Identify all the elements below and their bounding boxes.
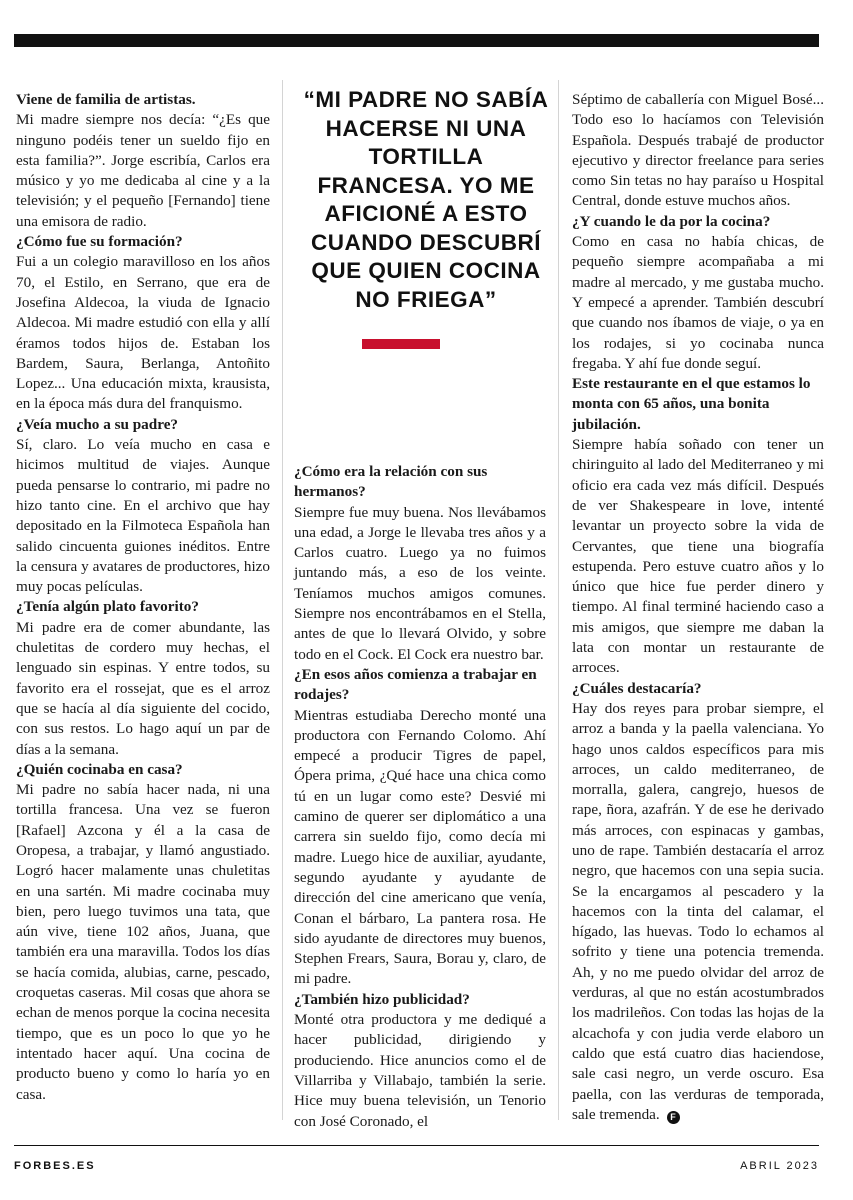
pull-quote: “MI PADRE NO SABÍA HACERSE NI UNA TORTILLA FRANCESA. YO ME AFICIONÉ A ESTO CUANDO DESCUBRÍ QUE QUIEN COCINA NO FRIEGA”	[303, 87, 549, 312]
interview-answer: Mi padre no sabía hacer nada, ni una tortilla francesa. Una vez se fueron [Rafael] Azcona y él a la casa de Oropesa, a trabajar, y llamó angustiado. Logró hacer malamente unas chuletitas en una sartén. Mi madre cocinaba muy bien, pero luego tuvimos una tata, que aún vive, tiene 102 años, Juana, que también era una maravilla. Todos los días se hacía comida, alubias, carne, pescado, croquetas caseras. Mil cosas que ahora se echan de menos porque la cocina necesita tiempo, que es un poco lo que yo he intentado hacer aquí. Una cocina de producto bueno y como lo haría yo en casa.	[16, 781, 270, 1103]
article-column-1	[16, 90, 270, 1105]
interview-answer: Monté otra productora y me dediqué a hacer publicidad, dirigiendo y produciendo. Hice anuncios como el de Villarriba y Villabajo, también la serie. Hice muy buena televisión, un Tenorio con José Coronado, el	[294, 1011, 546, 1130]
interview-answer: Como en casa no había chicas, de pequeño siempre acompañaba a mi madre al mercado, y me gustaba mucho. Y empecé a aprender. También descubrí que cuando nos íbamos de viaje, o ya en los rodajes, si yo cocinaba nunca fregaba. Y ahí fue donde seguí.	[572, 233, 824, 372]
interview-answer: Mi madre siempre nos decía: “¿Es que ninguno podéis tener un sueldo fijo en esta familia?”. Jorge escribía, Carlos era músico y yo me dedicaba al cine y a la televisión; y el pequeño [Fernando] tiene una emisora de radio.	[16, 111, 270, 230]
interview-question: Viene de familia de artistas.	[16, 91, 196, 108]
interview-question: ¿También hizo publicidad?	[294, 990, 470, 1008]
top-black-bar	[14, 34, 819, 47]
interview-answer: Séptimo de caballería con Miguel Bosé... Todo eso lo hacíamos con Televisión Española. Después trabajé de productor ejecutivo y director freelance para series como Sin tetas no hay paraíso u Hospital Central, donde estuve muchos años.	[572, 91, 824, 210]
interview-answer: Mientras estudiaba Derecho monté una productora con Fernando Colomo. Ahí empecé a producir Tigres de papel, Ópera prima, ¿Qué hace una chica como tú en un lugar como este? Desvié mi camino de querer ser diplomático a una carrera sin sueldo fijo, como decía mi madre. Luego hice de auxiliar, ayudante, segundo ayudante y ayudante de dirección del cine americano que venía, Conan el bárbaro, La pantera rosa. He sido ayudante de directores muy buenos, Stephen Frears, Saura, Borau y, claro, de mi padre.	[294, 706, 546, 988]
interview-answer: Sí, claro. Lo veía mucho en casa e hicimos multitud de viajes. Aunque pueda pensarse lo contrario, mi padre no hizo tanto cine. En el archivo que hay depositado en la Filmoteca Española han salido cincuenta guiones inéditos. Entre la censura y avatares de productores, hizo muy pocas películas.	[16, 436, 270, 596]
interview-question: ¿Veía mucho a su padre?	[16, 415, 179, 433]
interview-question: ¿Tenía algún plato favorito?	[16, 598, 199, 616]
article-column-3	[572, 90, 824, 1125]
interview-question: ¿En esos años comienza a trabajar en rodajes?	[294, 665, 537, 704]
article-column-2	[294, 462, 546, 1132]
column-divider	[282, 80, 283, 1120]
interview-answer: Siempre había soñado con tener un chiringuito al lado del Mediterraneo y mi oficio era cada vez más difícil. Después de ver Shakespeare in love, intenté levantar un proyecto sobre la vida de Cervantes, que tiene una biografía estupenda. Pero estuve cuatro años y lo único que hice fue perder dinero y tiempo. Al final terminé haciendo caso a mis amigos, que siempre me daban la lata con montar un restaurante de arroces.	[572, 436, 824, 677]
interview-answer: Fui a un colegio maravilloso en los años 70, el Estilo, en Serrano, que era de Josefina Aldecoa, la viuda de Ignacio Aldecoa. Mi madre estudió con ella y allí éramos todos hijos de. Estaban los Bardem, Saura, Berlanga, Antoñito Lopez... Una educación mixta, krausista, en la época más dura del franquismo.	[16, 253, 270, 413]
interview-question: Este restaurante en el que estamos lo monta con 65 años, una bonita jubilación.	[572, 375, 811, 433]
interview-question: ¿Cuáles destacaría?	[572, 679, 702, 697]
interview-question: ¿Quién cocinaba en casa?	[16, 760, 183, 778]
interview-answer: Siempre fue muy buena. Nos llevábamos una edad, a Jorge le llevaba tres años y a Carlos cuatro. Luego ya no fuimos juntando más, a eso de los veinte. Teníamos muchos amigos comunes. Siempre nos encontrábamos en el Stella, antes de que lo llevará Olvido, y sobre todo en el Cock. El Cock era nuestro bar.	[294, 503, 546, 663]
interview-answer: Hay dos reyes para probar siempre, el arroz a banda y la paella valenciana. Yo hago unos caldos específicos para mis arroces, un caldo mediterraneo, de morralla, galera, cangrejo, huesos de rape, ñora, azafrán. Y de ese he derivado más arroces, con espinacas y gambas, uno de rape. También destacaría el arroz negro, que hacemos con una sepia sucia. Se la encargamos al pescadero y la hacemos con la tinta del calamar, el hígado, las huevas. Todo lo echamos al sofrito y tiene una potencia tremenda. Ah, y no me puedo olvidar del arroz de verduras, al que no están acostumbrados los madrileños. Con todas las hojas de la alcachofa y con judia verde elaboro un caldo que está cuatro dias haciendose, sale casi negro, un verde oscuro. Esa paella, con las verduras de temporada, sale tremenda. F	[572, 699, 824, 1123]
article-end-mark-icon: F	[667, 1111, 680, 1124]
footer-rule	[14, 1145, 819, 1146]
footer-issue-date: ABRIL 2023	[740, 1160, 819, 1172]
pull-quote-accent-rule	[362, 339, 440, 349]
interview-question: ¿Y cuando le da por la cocina?	[572, 212, 771, 230]
interview-question: ¿Cómo era la relación con sus hermanos?	[294, 463, 488, 501]
interview-answer: Mi padre era de comer abundante, las chuletitas de cordero muy hechas, el lenguado sin espinas. Y entre todos, su favorito era el rossejat, que es el arroz que se hacía al día siguiente del cocido, con sus restos. Lo hago aquí un par de días a la semana.	[16, 618, 270, 758]
interview-question: ¿Cómo fue su formación?	[16, 233, 183, 251]
footer-publication: FORBES.ES	[14, 1160, 96, 1172]
column-divider	[558, 80, 559, 1120]
